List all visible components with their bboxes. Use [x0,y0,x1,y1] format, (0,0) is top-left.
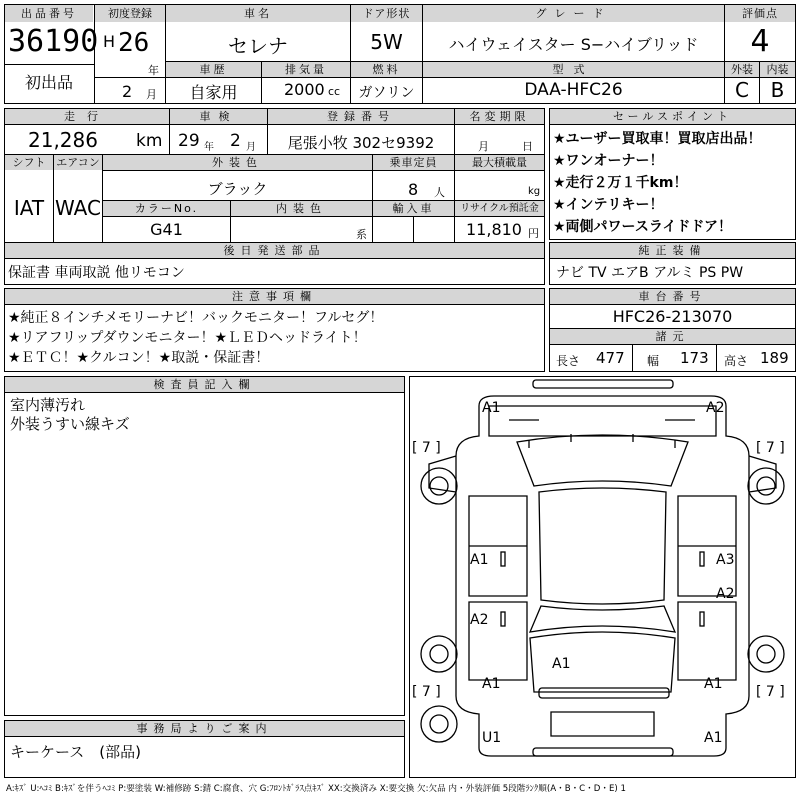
recycle-unit: 円 [528,227,539,240]
first-reg-label: 初度登録 [95,5,165,22]
door-label: ドア形状 [351,5,422,22]
color-value: ブラック [207,180,268,198]
interior-label: 内装 [760,62,795,77]
legend: A:ｷｽﾞ U:ﾍｺﾐ B:ｷｽﾞを伴うﾍｺﾐ P:要塗装 W:補修跡 S:錆 C:腐食、穴 G:ﾌﾛﾝﾄｶﾞﾗｽ点ｷｽﾞ XX:交換済み X:要交換 欠:欠品 内・外装評価 5段階ﾗﾝｸ順(A・B・C・D・E) 1 [6,784,626,794]
ac-label: エアコン [54,155,102,170]
inspector-line: 室内薄汚れ [10,396,86,414]
damage-mark: A1 [482,400,501,416]
damage-mark: A2 [706,400,725,416]
history-value: 自家用 [189,83,238,102]
damage-mark: A2 [716,586,735,602]
inspection-month: 2 [230,131,241,151]
load-label: 最大積載量 [455,155,544,170]
capacity-value: 8 [408,180,419,199]
capacity-label: 乗車定員 [373,155,454,170]
inspection-month-unit: 月 [246,142,256,153]
tire-mark: [ 7 ] [756,440,785,456]
era-letter: H [103,32,116,51]
length-label: 長さ [556,354,581,368]
interior-color-unit: 系 [356,228,367,241]
year-unit: 年 [148,64,159,77]
docs-value: 保証書 車両取説 他リモコン [8,265,185,281]
inspector-lines [10,396,130,434]
damage-mark: A1 [552,656,571,672]
damage-mark: A1 [482,676,501,692]
model-label: 型式 [423,62,724,77]
height-value: 189 [760,349,789,367]
recycle-label: リサイクル預託金 [455,201,544,216]
interior-value: B [770,78,785,102]
history-label: 車歴 [166,62,261,77]
month-unit: 月 [146,88,157,101]
sales-point-item: ★走行２万１千km！ [553,175,688,191]
office-label: 事務局よりご案内 [5,721,404,736]
sales-point-item: ★インテリキー！ [553,197,664,213]
name-change-month: 月 [478,140,489,153]
tire-mark: [ 7 ] [756,684,785,700]
notes-lines [8,308,383,368]
sales-point-item: ★ユーザー買取車！買取店出品！ [553,131,762,147]
shift-label: シフト [5,155,53,170]
name-label: 車名 [166,5,350,22]
dims-label: 諸元 [550,329,795,344]
color-no-label: カラーNo. [103,201,230,216]
equipment-label: 純正装備 [550,243,795,258]
height-label: 高さ [724,354,749,368]
damage-mark: A2 [470,612,489,628]
tire-mark: [ 7 ] [412,440,441,456]
sales-point-item: ★ワンオーナー！ [553,153,664,169]
name-change-day: 日 [522,140,533,153]
inspector-line: 外装うすい線キズ [10,415,130,433]
capacity-unit: 人 [434,186,445,199]
load-unit: kg [528,186,541,197]
displacement-label: 排気量 [262,62,350,77]
recycle-value: 11,810 [466,220,522,239]
interior-color-label: 内装色 [231,201,372,216]
lot-label: 出品番号 [5,5,93,22]
color-label: 外装色 [103,155,372,170]
inspection-year-unit: 年 [204,142,214,153]
sales-point-item: ★両側パワースライドドア！ [553,219,733,235]
grade-value: ハイウェイスター S−ハイブリッド [448,35,699,54]
chassis-value: HFC26-213070 [612,307,733,326]
color-no-value: G41 [150,220,183,239]
mileage-unit: km [136,131,163,151]
width-value: 173 [680,349,709,367]
score-label: 評価点 [725,5,795,22]
damage-mark: U1 [482,730,502,746]
shift-value: IAT [13,196,45,220]
first-listing: 初出品 [24,73,73,92]
fuel-label: 燃料 [351,62,422,77]
equipment-value: ナビ TV エアB アルミ PS PW [556,265,744,281]
width-label: 幅 [647,354,660,368]
first-reg-month: 2 [122,82,133,101]
damage-mark: A1 [704,730,723,746]
displacement-unit: cc [328,85,341,98]
sales-points-label: セールスポイント [550,109,795,124]
damage-mark: A1 [470,552,489,568]
model-value: DAA-HFC26 [524,80,623,100]
exterior-value: C [735,78,749,102]
docs-label: 後日発送部品 [5,243,544,258]
damage-mark: A3 [716,552,735,568]
mileage-value: 21,286 [28,128,98,152]
inspector-label: 検査員記入欄 [5,377,404,392]
name-change-label: 名変期限 [455,109,544,124]
displacement-value: 2000 [284,80,325,99]
chassis-label: 車台番号 [550,289,795,304]
fuel-value: ガソリン [358,85,415,101]
car-name: セレナ [228,34,288,58]
note-line: ★リアフリップダウンモニター！★ＬＥＤヘッドライト！ [8,330,367,346]
reg-no-value: 尾張小牧 302セ9392 [287,134,435,152]
score-value: 4 [750,24,770,59]
inspection-year: 29 [178,131,200,151]
length-value: 477 [596,349,625,367]
grade-label: グレード [423,5,724,22]
car-diagram [409,376,796,778]
lot-number: 36190 [8,24,99,59]
mileage-label: 走行 [5,109,169,124]
first-reg-year: 26 [118,28,150,58]
door-type: 5W [370,30,403,54]
sales-points-list [553,128,762,238]
exterior-label: 外装 [725,62,759,77]
office-value: キーケース (部品) [10,743,141,761]
note-line: ★ＥＴＣ！★クルコン！★取説・保証書！ [8,350,270,366]
inspection-label: 車検 [170,109,267,124]
note-line: ★純正８インチメモリーナビ！バックモニター！フルセグ！ [8,310,384,326]
import-label: 輸入車 [373,201,454,216]
ac-value: WAC [55,196,101,220]
notes-label: 注意事項欄 [5,289,544,304]
damage-mark: A1 [704,676,723,692]
tire-mark: [ 7 ] [412,684,441,700]
reg-no-label: 登録番号 [268,109,454,124]
